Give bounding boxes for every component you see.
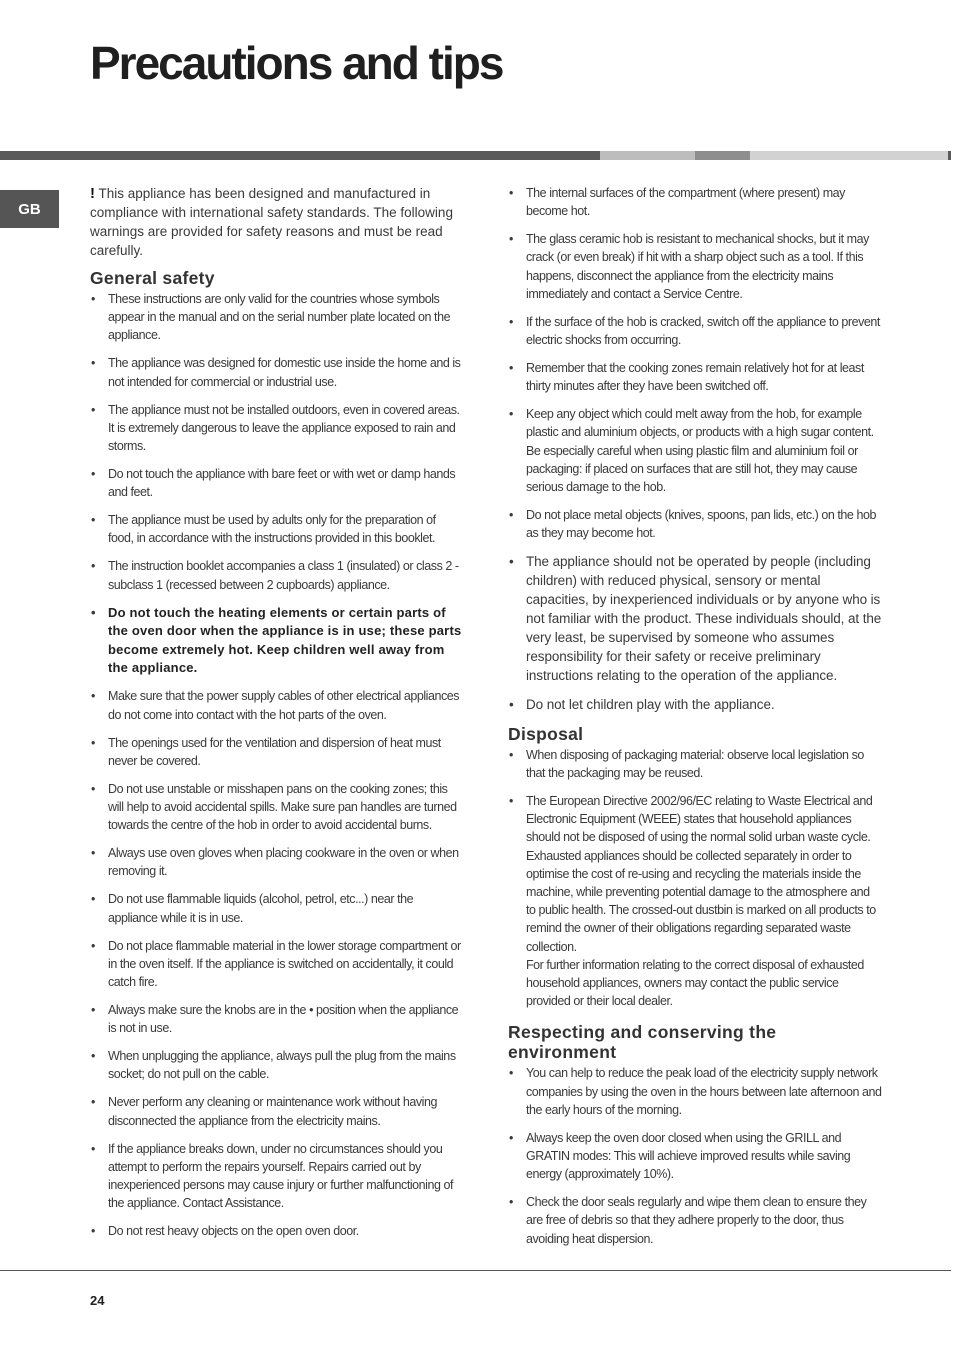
header-bar-light [600,151,695,160]
header-bar-mid [695,151,750,160]
page-title: Precautions and tips [90,37,503,89]
list-item: • The appliance must not be installed outdoors, even in covered areas. It is extremely dangerous to leave the appliance exposed to rain and storms. [90,401,464,456]
list-item: • Do not let children play with the appliance. [508,695,882,714]
list-item: • The European Directive 2002/96/EC relating to Waste Electrical and Electronic Equipment (WEEE) states that household appliances should not be disposed of using the normal solid urban waste cycle. Exhausted appliances should be collected separately in order to optimise the cost of re-using and recycling the materials inside the machine, while preventing potential damage to the atmosphere and to public health. The crossed-out dustbin is marked on all products to remind the owner of their obligations regarding separated waste collection. [508,792,882,956]
list-item-bold-warning: • Do not touch the heating elements or certain parts of the oven door when the appliance is in use; these parts become extremely hot. Keep children well away from the appliance. [90,604,464,678]
environment-list [508,1064,882,1247]
language-tab: GB [0,190,59,228]
list-item: • Always make sure the knobs are in the • position when the appliance is not in use. [90,1001,464,1037]
footer-rule [0,1270,951,1271]
page-number: 24 [90,1293,105,1308]
list-item: • Remember that the cooking zones remain relatively hot for at least thirty minutes after they have been switched off. [508,359,882,395]
warning-mark: ! [90,185,95,202]
list-item: • The internal surfaces of the compartment (where present) may become hot. [508,184,882,220]
list-item: • Do not place metal objects (knives, spoons, pan lids, etc.) on the hob as they may become hot. [508,506,882,542]
list-item: • The instruction booklet accompanies a class 1 (insulated) or class 2 - subclass 1 (recessed between 2 cupboards) appliance. [90,557,464,593]
list-item: • Do not use unstable or misshapen pans on the cooking zones; this will help to avoid accidental spills. Make sure pan handles are turned towards the centre of the hob in order to avoid accidental burns. [90,780,464,835]
header-bar-light-end [750,151,948,160]
list-item: • When unplugging the appliance, always pull the plug from the mains socket; do not pull on the cable. [90,1047,464,1083]
list-item: • The appliance was designed for domestic use inside the home and is not intended for commercial or industrial use. [90,354,464,390]
list-item: • The glass ceramic hob is resistant to mechanical shocks, but it may crack (or even break) if hit with a sharp object such as a tool. If this happens, disconnect the appliance from the electricity mains immediately and contact a Service Centre. [508,230,882,303]
list-item: • Do not place flammable material in the lower storage compartment or in the oven itself. If the appliance is switched on accidentally, it could catch fire. [90,937,464,992]
list-item: • Always use oven gloves when placing cookware in the oven or when removing it. [90,844,464,880]
intro-text: This appliance has been designed and manufactured in compliance with international safety standards. The following warnings are provided for safety reasons and must be read carefully. [90,186,453,258]
list-item: • If the surface of the hob is cracked, switch off the appliance to prevent electric shocks from occurring. [508,313,882,349]
list-item: • Make sure that the power supply cables of other electrical appliances do not come into contact with the hot parts of the oven. [90,687,464,723]
disposal-heading: Disposal [508,723,584,744]
right-column [508,184,882,1258]
header-bar-end-cap [948,151,951,160]
list-item: • Always keep the oven door closed when using the GRILL and GRATIN modes: This will achieve improved results while saving energy (approximately 10%). [508,1129,882,1184]
list-item: • Keep any object which could melt away from the hob, for example plastic and aluminium objects, or products with a high sugar content. Be especially careful when using plastic film and aluminium foil or packaging: if placed on surfaces that are still hot, they may cause serious damage to the hob. [508,405,882,496]
disposal-continuation: For further information relating to the correct disposal of exhausted household appliances, owners may contact the public service provided or their local dealer. [526,957,864,1009]
list-item: • Never perform any cleaning or maintenance work without having disconnected the appliance from the electricity mains. [90,1093,464,1129]
disposal-list [508,746,882,956]
list-item: • Do not touch the appliance with bare feet or with wet or damp hands and feet. [90,465,464,501]
general-safety-heading: General safety [90,268,215,288]
environment-heading: Respecting and conserving the environment [508,1022,777,1063]
list-item: • When disposing of packaging material: observe local legislation so that the packaging may be reused. [508,746,882,782]
list-item: • Do not rest heavy objects on the open oven door. [90,1222,464,1240]
intro-paragraph [90,184,464,260]
list-item: • These instructions are only valid for the countries whose symbols appear in the manual and on the serial number plate located on the appliance. [90,290,464,345]
general-safety-list [90,290,464,1240]
header-bar-dark [0,151,600,160]
list-item: • If the appliance breaks down, under no circumstances should you attempt to perform the repairs yourself. Repairs carried out by inexperienced persons may cause injury or further malfunctioning of the appliance. Contact Assistance. [90,1140,464,1213]
list-item: • The appliance should not be operated by people (including children) with reduced physical, sensory or mental capacities, by inexperienced individuals or by anyone who is not familiar with the product. These individuals should, at the very least, be supervised by someone who assumes responsibility for their safety or receive preliminary instructions relating to the operation of the appliance. [508,552,882,685]
list-item: • The openings used for the ventilation and dispersion of heat must never be covered. [90,734,464,770]
list-item: • The appliance must be used by adults only for the preparation of food, in accordance with the instructions provided in this booklet. [90,511,464,547]
general-safety-list-continued [508,184,882,714]
list-item: • You can help to reduce the peak load of the electricity supply network companies by using the oven in the hours between late afternoon and the early hours of the morning. [508,1064,882,1119]
list-item: • Do not use flammable liquids (alcohol, petrol, etc...) near the appliance while it is in use. [90,890,464,926]
list-item: • Check the door seals regularly and wipe them clean to ensure they are free of debris so that they adhere properly to the door, thus avoiding heat dispersion. [508,1193,882,1248]
left-column [90,184,464,1250]
